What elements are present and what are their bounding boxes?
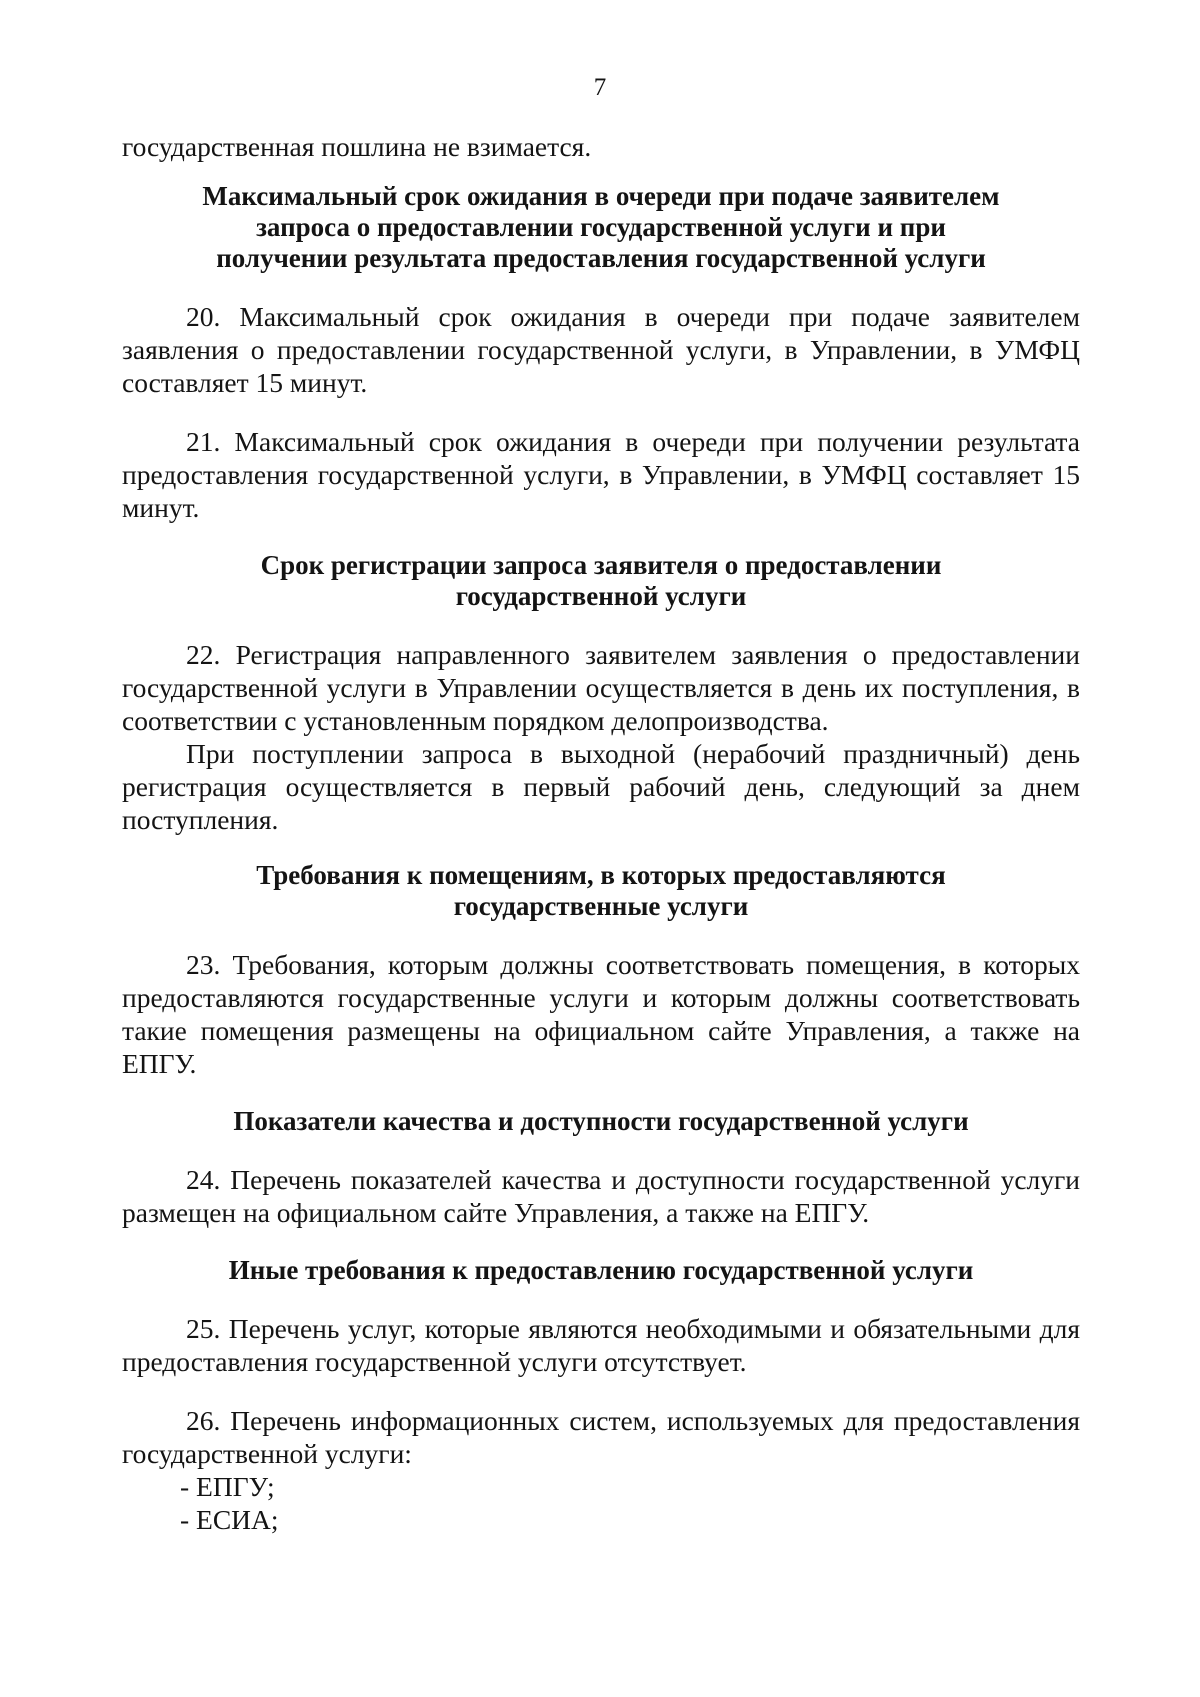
section-heading-line: получении результата предоставления государственной услуги: [216, 243, 986, 273]
section-heading-line: запроса о предоставлении государственной услуги и при: [256, 212, 946, 242]
list-item: - ЕПГУ;: [180, 1471, 275, 1502]
paragraph-21: 21. Максимальный срок ожидания в очереди при получении результата предоставления государственной услуги, в Управлении, в УМФЦ составляет 15 минут.: [122, 426, 1080, 523]
section-registration-time: [122, 550, 1080, 836]
section-heading-line: Показатели качества и доступности государственной услуги: [233, 1106, 969, 1136]
paragraph-23: 23. Требования, которым должны соответствовать помещения, в которых предоставляются государственные услуги и которым должны соответствовать такие помещения размещены на официальном сайте Управления, а также на ЕПГУ.: [122, 949, 1080, 1079]
document-body: [122, 130, 1080, 1536]
section-heading-line: Требования к помещениям, в которых предоставляются: [256, 860, 946, 890]
section-heading-line: Иные требования к предоставлению государственной услуги: [228, 1255, 974, 1285]
section-heading-line: государственной услуги: [455, 581, 747, 611]
paragraph-22: 22. Регистрация направленного заявителем заявления о предоставлении государственной услуги в Управлении осуществляется в день их поступления, в соответствии с установленным порядком делопроизводства.: [122, 639, 1080, 736]
section-max-waiting-time: [122, 181, 1080, 524]
page-number: 7: [593, 74, 607, 101]
section-heading-line: Максимальный срок ожидания в очереди при подаче заявителем: [202, 181, 1000, 211]
paragraph-20: 20. Максимальный срок ожидания в очереди при подаче заявителем заявления о предоставлении государственной услуги, в Управлении, в УМФЦ составляет 15 минут.: [122, 301, 1080, 398]
section-other-requirements: [122, 1255, 1080, 1536]
section-premises-requirements: [122, 860, 1080, 1080]
section-quality-indicators: [122, 1106, 1080, 1229]
paragraph-26: 26. Перечень информационных систем, используемых для предоставления государственной услуги:: [122, 1405, 1080, 1469]
paragraph-24: 24. Перечень показателей качества и доступности государственной услуги размещен на официальном сайте Управления, а также на ЕПГУ.: [122, 1164, 1080, 1228]
section-heading-line: государственные услуги: [453, 891, 749, 921]
paragraph-22-holiday: При поступлении запроса в выходной (нерабочий праздничный) день регистрация осуществляется в первый рабочий день, следующий за днем поступления.: [122, 738, 1080, 835]
section-heading-line: Срок регистрации запроса заявителя о предоставлении: [260, 550, 942, 580]
intro-line: государственная пошлина не взимается.: [122, 131, 592, 162]
list-item: - ЕСИА;: [180, 1504, 279, 1535]
paragraph-25: 25. Перечень услуг, которые являются необходимыми и обязательными для предоставления государственной услуги отсутствует.: [122, 1313, 1080, 1377]
